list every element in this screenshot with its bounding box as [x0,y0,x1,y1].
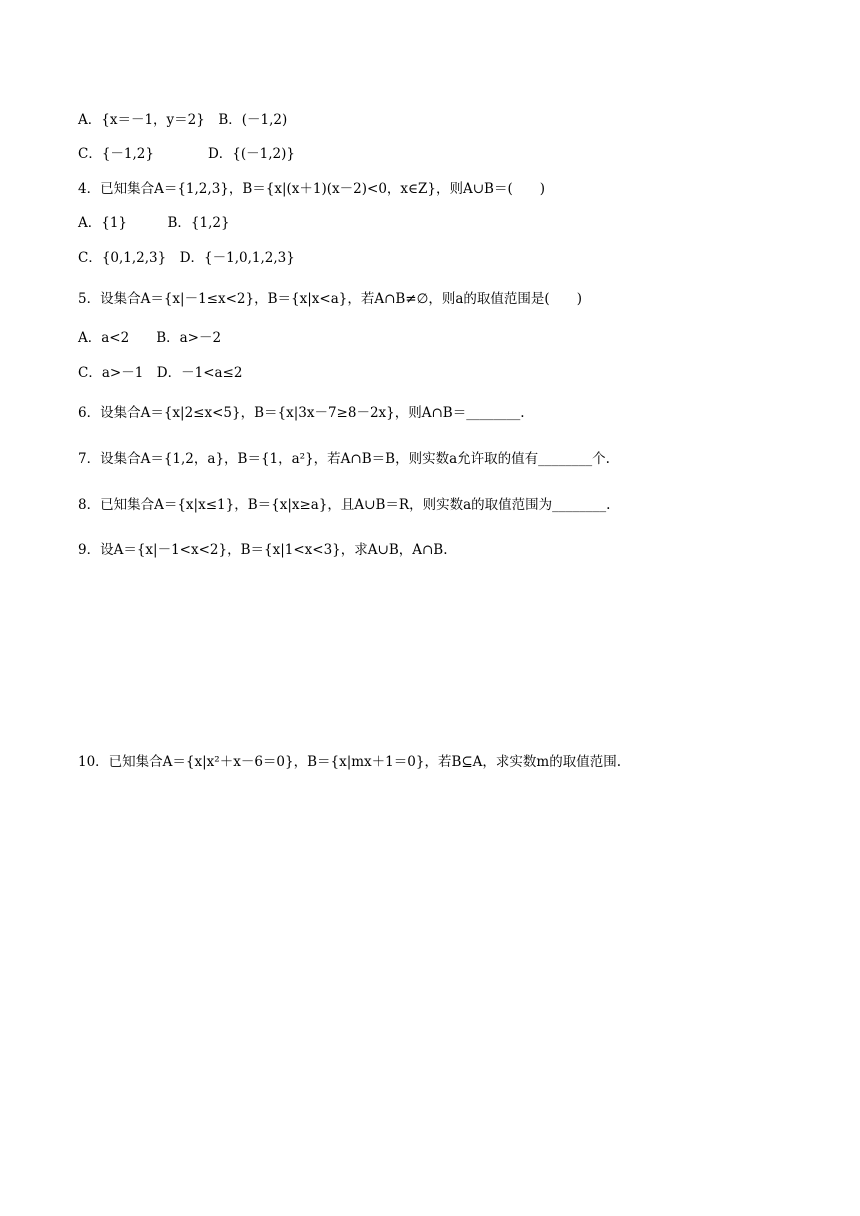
q4-options-cd: C．{0,1,2,3} D．{－1,0,1,2,3} [78,250,295,266]
question-4: 4．已知集合A＝{1,2,3}，B＝{x|(x＋1)(x－2)<0，x∈Z}，则A∪B＝( ) [78,181,546,197]
question-9: 9．设A＝{x|－1<x<2}，B＝{x|1<x<3}，求A∪B，A∩B. [78,542,448,558]
question-5: 5．设集合A＝{x|－1≤x<2}，B＝{x|x<a}，若A∩B≠∅，则a的取值范围是( ) [78,291,582,307]
question-6: 6．设集合A＝{x|2≤x<5}，B＝{x|3x－7≥8－2x}，则A∩B＝________. [78,405,525,421]
q4-options-ab: A．{1} B．{1,2} [78,215,230,231]
q3-options-ab: A．{x＝－1，y＝2} B．(－1,2) [78,112,288,128]
question-10: 10．已知集合A＝{x|x²＋x－6＝0}，B＝{x|mx＋1＝0}，若B⊆A，求实数m的取值范围. [78,754,622,770]
q5-options-cd: C．a>－1 D．－1<a≤2 [78,365,243,381]
q5-options-ab: A．a<2 B．a>－2 [78,330,222,346]
question-7: 7．设集合A＝{1,2，a}，B＝{1，a²}，若A∩B＝B，则实数a允许取的值有________个. [78,451,610,467]
q3-options-cd: C．{－1,2} D．{(－1,2)} [78,146,295,162]
question-8: 8．已知集合A＝{x|x≤1}，B＝{x|x≥a}，且A∪B＝R，则实数a的取值范围为________. [78,497,611,513]
